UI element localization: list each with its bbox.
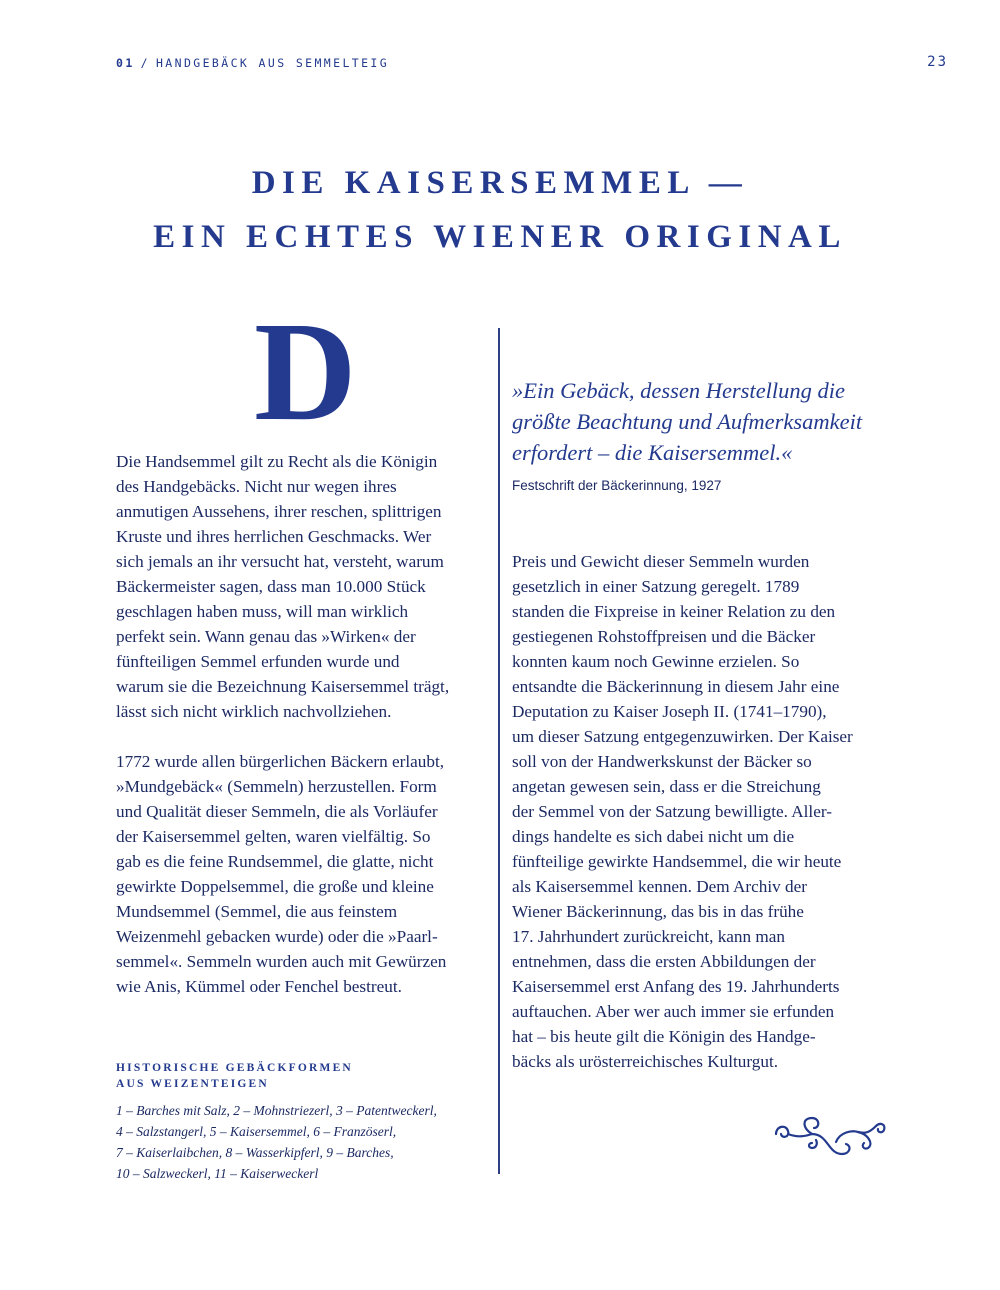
quote-line: größte Beachtung und Aufmerksamkeit — [512, 409, 863, 434]
page-number: 23 — [927, 54, 948, 70]
text-line: semmel«. Semmeln wurden auch mit Gewürzen — [116, 952, 447, 971]
text-line: bäcks als urösterreichisches Kulturgut. — [512, 1052, 779, 1071]
quote-source: Festschrift der Bäckerinnung, 1927 — [512, 478, 722, 493]
text-line: warum sie die Bezeichnung Kaisersemmel trägt, — [116, 677, 450, 696]
text-line: angetan gewesen sein, dass er die Streichung — [512, 777, 821, 796]
text-line: entnehmen, dass die ersten Abbildungen der — [512, 952, 816, 971]
section-number: 01 — [116, 56, 135, 70]
text-line: hat – bis heute gilt die Königin des Handge- — [512, 1027, 816, 1046]
page-title — [60, 156, 940, 264]
drop-cap: D — [254, 292, 357, 450]
text-line: Mundsemmel (Semmel, die aus feinstem — [116, 902, 398, 921]
text-line: Weizenmehl gebacken wurde) oder die »Paarl- — [116, 927, 438, 946]
column-1-paragraph-2 — [116, 749, 486, 999]
text-line: der Semmel von der Satzung bewilligte. Aller- — [512, 802, 832, 821]
text-line: auftauchen. Aber wer auch immer sie erfunden — [512, 1002, 835, 1021]
text-line: Preis und Gewicht dieser Semmeln wurden — [512, 552, 810, 571]
running-header — [116, 54, 948, 74]
text-line: gewirkte Doppelsemmel, die große und kleine — [116, 877, 434, 896]
caption-title-line: AUS WEIZENTEIGEN — [116, 1078, 269, 1090]
text-line: soll von der Handwerkskunst der Bäcker so — [512, 752, 812, 771]
quote-line: »Ein Gebäck, dessen Herstellung die — [512, 378, 846, 403]
column-1-paragraph-1 — [116, 449, 486, 724]
text-line: um dieser Satzung entgegenzuwirken. Der Kaiser — [512, 727, 853, 746]
text-line: der Kaisersemmel gelten, waren vielfältig. So — [116, 827, 431, 846]
caption-list-line: 1 – Barches mit Salz, 2 – Mohnstriezerl, 3 – Patentweckerl, — [116, 1103, 437, 1118]
text-line: gesetzlich in einer Satzung geregelt. 1789 — [512, 577, 800, 596]
text-line: gab es die feine Rundsemmel, die glatte, nicht — [116, 852, 434, 871]
text-line: dings handelte es sich dabei nicht um die — [512, 827, 795, 846]
text-line: des Handgebäcks. Nicht nur wegen ihres — [116, 477, 397, 496]
title-line-2: EIN ECHTES WIENER ORIGINAL — [153, 219, 847, 255]
caption-list-line: 10 – Salzweckerl, 11 – Kaiserweckerl — [116, 1166, 319, 1181]
flourish-ornament-icon — [772, 1112, 888, 1158]
column-2-paragraph — [512, 549, 892, 1074]
text-line: fünfteiligen Semmel erfunden wurde und — [116, 652, 400, 671]
title-line-1: DIE KAISERSEMMEL — — [251, 165, 749, 201]
text-line: Deputation zu Kaiser Joseph II. (1741–1790), — [512, 702, 827, 721]
text-line: wie Anis, Kümmel oder Fenchel bestreut. — [116, 977, 402, 996]
text-line: geschlagen haben muss, will man wirklich — [116, 602, 409, 621]
text-line: fünfteilige gewirkte Handsemmel, die wir heute — [512, 852, 842, 871]
text-line: konnten kaum noch Gewinne erzielen. So — [512, 652, 800, 671]
text-line: als Kaisersemmel kennen. Dem Archiv der — [512, 877, 807, 896]
text-line: standen die Fixpreise in keiner Relation zu den — [512, 602, 836, 621]
text-line: Kaisersemmel erst Anfang des 19. Jahrhunderts — [512, 977, 840, 996]
caption-title — [116, 1060, 496, 1092]
header-section — [116, 56, 389, 70]
text-line: entsandte die Bäckerinnung in diesem Jahr eine — [512, 677, 840, 696]
text-line: anmutigen Aussehens, ihrer reschen, splittrigen — [116, 502, 442, 521]
caption-list-line: 7 – Kaiserlaibchen, 8 – Wasserkipferl, 9 – Barches, — [116, 1145, 394, 1160]
text-line: Wiener Bäckerinnung, das bis in das frühe — [512, 902, 804, 921]
caption-list-line: 4 – Salzstangerl, 5 – Kaisersemmel, 6 – Französerl, — [116, 1124, 397, 1139]
text-line: 17. Jahrhundert zurückreicht, kann man — [512, 927, 785, 946]
text-line: Kruste und ihres herrlichen Geschmacks. Wer — [116, 527, 432, 546]
text-line: 1772 wurde allen bürgerlichen Bäckern erlaubt, — [116, 752, 445, 771]
column-divider — [498, 328, 500, 1174]
text-line: Bäckermeister sagen, dass man 10.000 Stück — [116, 577, 426, 596]
text-line: gestiegenen Rohstoffpreisen und die Bäcker — [512, 627, 816, 646]
text-line: lässt sich nicht wirklich nachvollziehen. — [116, 702, 392, 721]
text-line: Die Handsemmel gilt zu Recht als die Königin — [116, 452, 438, 471]
pull-quote — [512, 375, 892, 468]
image-caption — [116, 1060, 496, 1184]
text-line: perfekt sein. Wann genau das »Wirken« der — [116, 627, 416, 646]
caption-title-line: HISTORISCHE GEBÄCKFORMEN — [116, 1062, 353, 1074]
section-title: HANDGEBÄCK AUS SEMMELTEIG — [155, 56, 390, 70]
quote-line: erfordert – die Kaisersemmel.« — [512, 440, 793, 465]
text-line: sich jemals an ihr versucht hat, versteht, warum — [116, 552, 444, 571]
caption-list — [116, 1100, 496, 1184]
text-line: und Qualität dieser Semmeln, die als Vorläufer — [116, 802, 438, 821]
header-separator: / — [140, 56, 150, 70]
text-line: »Mundgebäck« (Semmeln) herzustellen. Form — [116, 777, 437, 796]
